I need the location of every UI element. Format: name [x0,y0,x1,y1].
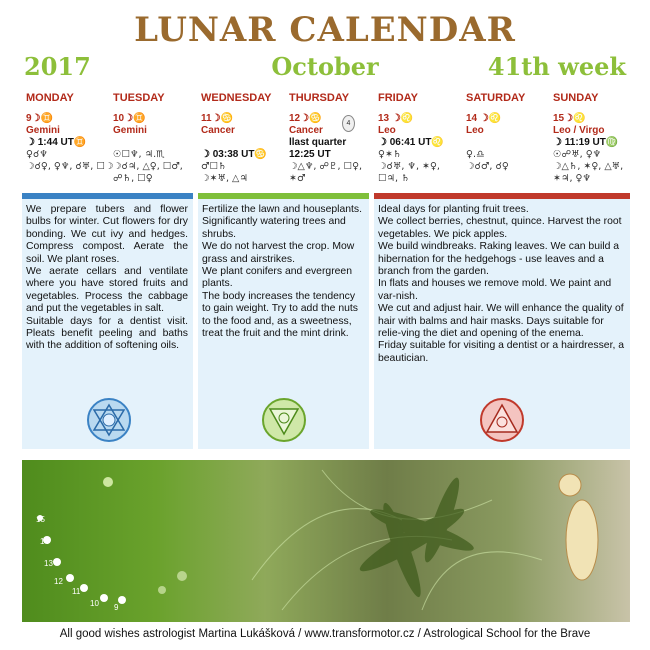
moon-sign: Gemini [26,125,60,136]
aspects: ☍♄, ☐♀ [113,173,153,184]
panel-middle-text [202,204,364,340]
aspects: ☐♃, ♄ [378,173,410,184]
moon-phase: llast quarter [289,137,347,148]
aspects: ☽☌♃, △♀, ☐♂, [113,161,183,172]
paragraph: The body increases the tendency to gain weight. Try to add the nuts to the food and, as a sweetness, treat the fruit and the mint drink. [202,290,358,340]
aspects: ☽✶♅, △♃ [201,173,248,184]
footer-credit: All good wishes astrologist Martina Lukášková / www.transformotor.cz / Astrological School for the Brave [59,628,591,640]
paragraph: Suitable days for a dentist visit. Pleats benefit peeling and baths with the addition of softening oils. [26,315,188,352]
moon-phase-dial [22,460,630,622]
day-date: 10☽♊ [113,113,146,124]
water-emblem-icon [262,398,306,442]
day-date: 15☽♌ [553,113,586,124]
paragraph: Fertilize the lawn and houseplants. Significantly watering trees and shrubs. [202,204,362,240]
paragraph: We plant conifers and evergreen plants. [202,266,352,290]
moon-day-number: 9 [114,603,119,612]
day-friday [378,92,466,185]
day-name: SUNDAY [553,92,599,104]
moon-sign: Cancer [201,125,235,136]
day-name: MONDAY [26,92,74,104]
aspects: ☉☐♆, ♃.♏ [113,149,165,160]
day-name: WEDNESDAY [201,92,272,104]
moon-day-number: 15 [36,515,45,524]
panel-right-text [378,204,625,365]
aspects: ♀.♎ [466,149,485,160]
paragraph: Friday suitable for visiting a dentist or a hairdresser, a beautician. [378,340,625,364]
moon-sign: Leo [466,125,484,136]
paragraph: We do not harvest the crop. Mow grass and airstrikes. [202,241,355,265]
moon-day-number: 10 [90,599,99,608]
moon-ingress [466,137,554,149]
moon-sign: Leo / Virgo [553,125,605,136]
day-date: 13 ☽♌ [378,113,414,124]
moon-day-number: 13 [44,559,53,568]
paragraph: We prepare tubers and flower bulbs for winter. Cut flowers for dry bonding. We cut ivy and hedges. Compress compost. Aerate the soil. We plant roses. [26,204,188,265]
aspects: ☽☌♀, ♀♆, ☌♅, ☐☽ [26,161,114,172]
air-emblem-icon [87,398,131,442]
fire-emblem-icon [480,398,524,442]
moon-ingress: ☽ 06:41 UT♌ [378,137,444,148]
day-name: SATURDAY [466,92,526,104]
day-thursday [289,92,377,185]
moon-day-number: 11 [72,587,81,596]
moon-sign: Cancer [289,125,323,136]
aspects: ✶♃, ♀♆ [553,173,591,184]
week-label: 41th week [487,52,626,81]
day-date: 9☽♊ [26,113,53,124]
aspects: ☽☌♅, ♆, ✶♀, [378,161,440,172]
moon-day-number: 14 [40,537,49,546]
day-saturday [466,92,554,173]
moon-ingress: ☽ 1:44 UT♊ [26,137,87,148]
paragraph: We collect berries, chestnut, quince. Harvest the root vegetables. We pick apples. [378,216,622,240]
aspects: ☽☌♂, ☌♀ [466,161,509,172]
aspects: ✶♂ [289,173,306,184]
day-name: FRIDAY [378,92,418,104]
day-name: THURSDAY [289,92,350,104]
moon-ingress: ☽ 11:19 UT♍ [553,137,619,148]
moon-phase-time: 12:25 UT [289,149,331,160]
year-label: 2017 [24,52,91,81]
page-title: LUNAR CALENDAR [134,10,516,50]
aspects: ♂☐♄ [201,161,227,172]
garden-photo [22,460,630,622]
aspects: ♀✶♄ [378,149,402,160]
panel-left-text [26,204,188,353]
moon-ingress: ☽ 03:38 UT♋ [201,149,267,160]
water-triangle-icon [264,400,304,440]
day-date: 11☽♋ [201,113,233,124]
last-quarter-moon-icon: 4 [342,115,355,132]
paragraph: Ideal days for planting fruit trees. [378,204,529,215]
day-name: TUESDAY [113,92,165,104]
day-monday [26,92,114,173]
day-date: 14 ☽♌ [466,113,502,124]
month-label: October [271,52,379,81]
aspects: ☽△♄, ✶♀, △♅, [553,161,624,172]
air-triangle-icon [89,400,129,440]
aspects: ☽△♆, ☍♇, ☐♀, [289,161,363,172]
day-tuesday [113,92,201,185]
aspects: ♀☌♆ [26,149,48,160]
moon-sign: Gemini [113,125,147,136]
day-date: 12☽♋ [289,113,322,124]
moon-ingress [113,137,201,149]
paragraph: We build windbreaks. Raking leaves. We can build a hibernation for the hedgehogs - use leaves and a branch from the garden. [378,241,620,278]
fire-triangle-icon [482,400,522,440]
paragraph: We aerate cellars and ventilate where you have stored fruits and vegetables. Process the cabbage and put the vegetables in salt. [26,266,188,315]
moon-day-number: 12 [54,577,63,586]
day-wednesday [201,92,289,185]
day-sunday [553,92,641,185]
paragraph: In flats and houses we remove mold. We paint and var-nish. [378,278,612,302]
paragraph: We cut and adjust hair. We will enhance the quality of hair with balms and hair masks. Days suitable for relie-ving the diet and opening of the enema. [378,303,624,340]
aspects: ☉☍♅, ♀♆ [553,149,602,160]
moon-sign: Leo [378,125,396,136]
